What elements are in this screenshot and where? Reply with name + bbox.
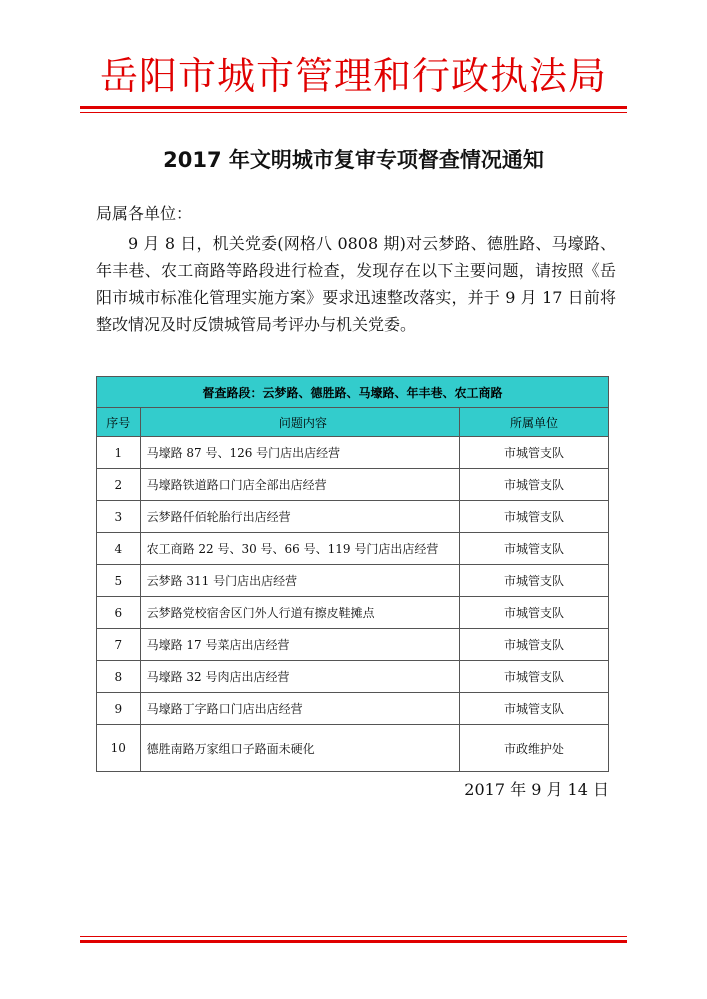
body-paragraph: 9 月 8 日，机关党委(网格八 0808 期)对云梦路、德胜路、马壕路、年丰巷、农工商路等路段进行检查，发现存在以下主要问题，请按照《岳阳市城市标准化管理实施方案》要求迅速整改落实，并于 9 月 17 日前将整改情况及时反馈城管局考评办与机关党委。: [96, 234, 616, 334]
row-unit: 市城管支队: [460, 533, 609, 565]
table-caption: 督查路段：云梦路、德胜路、马壕路、年丰巷、农工商路: [97, 377, 609, 408]
header-rule-thick: [80, 106, 627, 109]
salutation: 局属各单位：: [96, 204, 193, 223]
row-unit: 市城管支队: [460, 501, 609, 533]
table-row: [97, 693, 609, 725]
document-title: 2017 年文明城市复审专项督查情况通知: [163, 148, 544, 172]
row-no: 9: [97, 693, 141, 725]
table-row: [97, 629, 609, 661]
row-no: 1: [97, 437, 141, 469]
inspection-table: [96, 376, 609, 772]
row-unit: 市城管支队: [460, 469, 609, 501]
header-rule-thin: [80, 112, 627, 113]
row-unit: 市政维护处: [460, 725, 609, 772]
table-row: [97, 469, 609, 501]
table-row: [97, 597, 609, 629]
row-issue: 云梦路 311 号门店出店经营: [140, 565, 460, 597]
row-no: 2: [97, 469, 141, 501]
table-row: [97, 437, 609, 469]
agency-header-title: 岳阳市城市管理和行政执法局: [99, 54, 607, 98]
row-no: 8: [97, 661, 141, 693]
table-header-row: [97, 408, 609, 437]
header-unit: 所属单位: [460, 408, 609, 437]
table-row: [97, 725, 609, 772]
row-no: 7: [97, 629, 141, 661]
header-issue: 问题内容: [140, 408, 460, 437]
row-no: 6: [97, 597, 141, 629]
row-no: 5: [97, 565, 141, 597]
footer-rule-thin: [80, 936, 627, 937]
footer-rule-thick: [80, 940, 627, 943]
row-unit: 市城管支队: [460, 629, 609, 661]
row-no: 4: [97, 533, 141, 565]
row-issue: 马壕路铁道路口门店全部出店经营: [140, 469, 460, 501]
row-unit: 市城管支队: [460, 597, 609, 629]
row-unit: 市城管支队: [460, 661, 609, 693]
row-unit: 市城管支队: [460, 693, 609, 725]
row-issue: 马壕路丁字路口门店出店经营: [140, 693, 460, 725]
row-issue: 德胜南路万家组口子路面未硬化: [140, 725, 460, 772]
row-issue: 马壕路 87 号、126 号门店出店经营: [140, 437, 460, 469]
row-no: 10: [97, 725, 141, 772]
table-row: [97, 501, 609, 533]
table-row: [97, 661, 609, 693]
row-issue: 农工商路 22 号、30 号、66 号、119 号门店出店经营: [140, 533, 460, 565]
table-row: [97, 565, 609, 597]
row-unit: 市城管支队: [460, 565, 609, 597]
row-issue: 云梦路仟佰轮胎行出店经营: [140, 501, 460, 533]
document-date: 2017 年 9 月 14 日: [464, 780, 609, 799]
row-issue: 马壕路 32 号肉店出店经营: [140, 661, 460, 693]
table-row: [97, 533, 609, 565]
row-no: 3: [97, 501, 141, 533]
header-no: 序号: [97, 408, 141, 437]
row-issue: 云梦路党校宿舍区门外人行道有擦皮鞋摊点: [140, 597, 460, 629]
row-unit: 市城管支队: [460, 437, 609, 469]
row-issue: 马壕路 17 号菜店出店经营: [140, 629, 460, 661]
table-caption-row: [97, 377, 609, 408]
